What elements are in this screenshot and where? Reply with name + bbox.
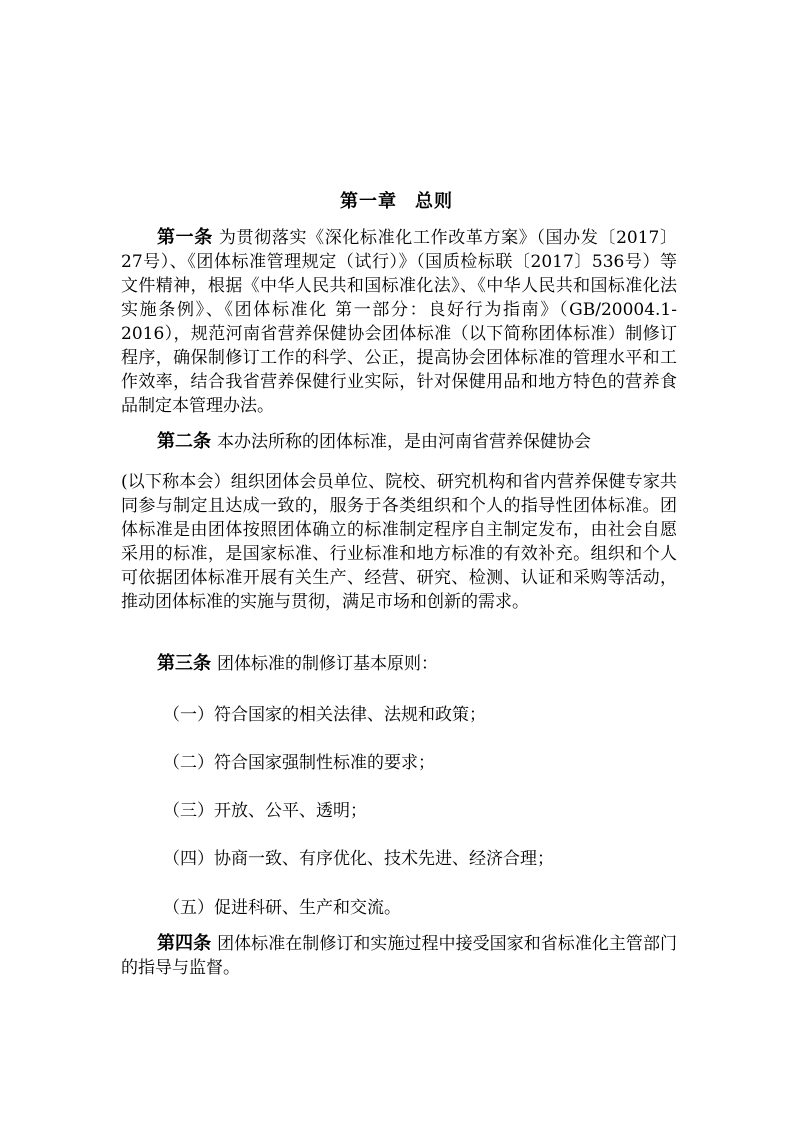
- article-4-lead: 第四条: [157, 933, 212, 954]
- article-2-lead: 第二条: [157, 431, 211, 452]
- chapter-number: 第一章: [340, 191, 397, 212]
- article-3: [121, 652, 677, 676]
- principle-item: （四）协商一致、有序优化、技术先进、经济合理；: [163, 849, 554, 869]
- article-2-continuation: (以下称本会）组织团体会员单位、院校、研究机构和省内营养保健专家共同参与制定且达成一致的，服务于各类组织和个人的指导性团体标准。团体标准是由团体按照团体确立的标准制定程序自主制定发布，由社会自愿采用的标准，是国家标准、行业标准和地方标准的有效补充。组织和个人可依据团体标准开展有关生产、经营、研究、检测、认证和采购等活动，推动团体标准的实施与贯彻，满足市场和创新的需求。: [121, 472, 677, 612]
- article-2: [121, 430, 677, 454]
- article-1: [121, 226, 677, 418]
- chapter-title: [0, 190, 793, 214]
- principle-item: （一）符合国家的相关法律、法规和政策；: [163, 705, 486, 725]
- principle-item: （二）符合国家强制性标准的要求；: [163, 753, 435, 773]
- article-4: [121, 932, 677, 980]
- article-1-lead: 第一条: [157, 227, 213, 248]
- chapter-name: 总则: [415, 191, 453, 212]
- article-1-text: 为贯彻落实《深化标准化工作改革方案》（国办发〔2017〕27号）、《团体标准管理规定（试行）》（国质检标联〔2017〕536号）等文件精神，根据《中华人民共和国标准化法》、《中华人民共和国标准化法实施条例》、《团体标准化 第一部分：良好行为指南》（GB/20004.1-2016），规范河南省营养保健协会团体标准（以下简称团体标准）制修订程序，确保制修订工作的科学、公正，提高协会团体标准的管理水平和工作效率，结合我省营养保健行业实际，针对保健用品和地方特色的营养食品制定本管理办法。: [121, 228, 678, 416]
- article-2-text: 本办法所称的团体标准，是由河南省营养保健协会: [217, 432, 591, 452]
- principle-item: （五）促进科研、生产和交流。: [163, 898, 401, 918]
- article-4-text: 团体标准在制修订和实施过程中接受国家和省标准化主管部门的指导与监督。: [121, 934, 678, 978]
- principle-item: （三）开放、公平、透明；: [163, 801, 367, 821]
- article-3-lead: 第三条: [157, 653, 211, 674]
- article-3-text: 团体标准的制修订基本原则：: [217, 654, 438, 674]
